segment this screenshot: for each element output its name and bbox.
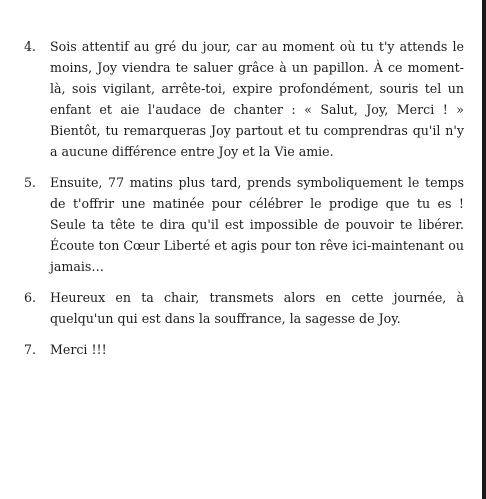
- list-item-6: [24, 287, 464, 329]
- list-item-5: [24, 172, 464, 277]
- page-edge-shadow: [482, 0, 486, 499]
- list-item-4: [24, 36, 464, 162]
- item-text: Sois attentif au gré du jour, car au moment où tu t'y attends le moins, Joy viendra te saluer grâce à un papillon. À ce moment-là, sois vigilant, arrête-toi, expire profondément, souris tel un enfant et aie l'audace de chanter : « Salut, Joy, Merci ! » Bientôt, tu remarqueras Joy partout et tu comprendras qu'il n'y a aucune différence entre Joy et la Vie amie.: [50, 39, 464, 159]
- item-number: 5.: [24, 175, 37, 190]
- item-number: 6.: [24, 290, 37, 305]
- item-text: Merci !!!: [50, 342, 107, 357]
- list-item-7: [24, 339, 464, 360]
- item-text: Heureux en ta chair, transmets alors en cette journée, à quelqu'un qui est dans la souffrance, la sagesse de Joy.: [50, 290, 464, 326]
- item-number: 4.: [24, 39, 37, 54]
- item-number: 7.: [24, 342, 37, 357]
- item-text: Ensuite, 77 matins plus tard, prends symboliquement le temps de t'offrir une matinée pour célébrer le prodige que tu es ! Seule ta tête te dira qu'il est impossible de pouvoir te libérer. Écoute ton Cœur Liberté et agis pour ton rêve ici-maintenant ou jamais…: [50, 175, 464, 274]
- numbered-list: [24, 36, 464, 360]
